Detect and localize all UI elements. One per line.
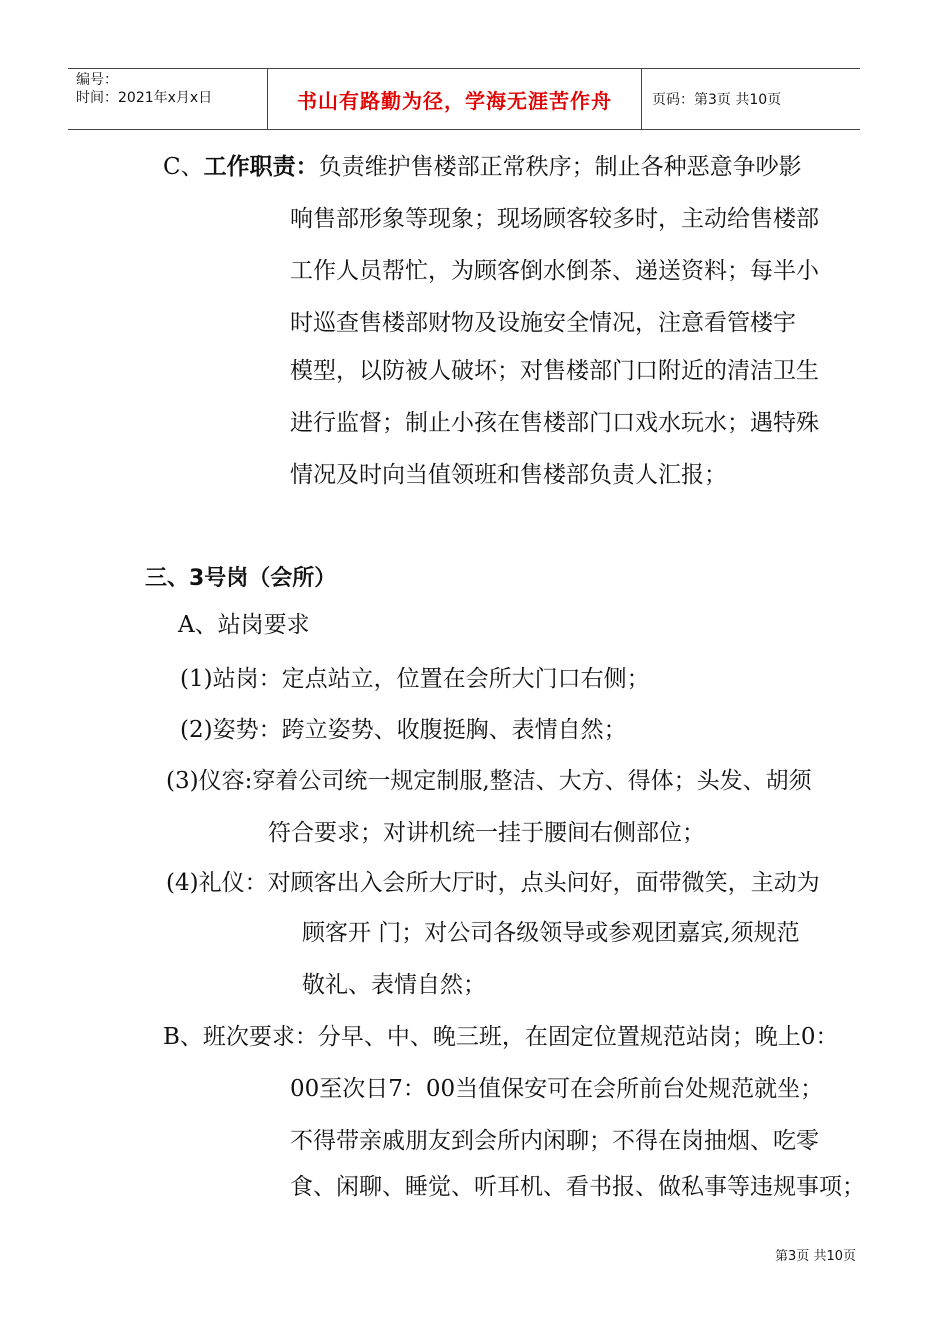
c-line-3: 工作人员帮忙，为顾客倒水倒茶、递送资料；每半小 [290, 258, 819, 284]
c-line-1 [163, 152, 802, 182]
header-motto-cell [268, 69, 642, 129]
section-3-heading: 三、3号岗（会所） [145, 566, 337, 591]
b-line-2: 00至次日7：00当值保安可在会所前台处规范就坐； [290, 1076, 824, 1102]
a-item-3-line-1: (3)仪容:穿着公司统一规定制服,整洁、大方、得体；头发、胡须 [166, 768, 812, 794]
page-label: 页码：第3页 共10页 [652, 92, 782, 108]
a-item-4-line-2: 顾客开 门；对公司各级领导或参观团嘉宾,须规范 [302, 920, 800, 946]
time-label: 时间：2021年x月x日 [76, 90, 213, 106]
footer-page-number: 第3页 共10页 [775, 1249, 856, 1264]
a-item-2: (2)姿势：跨立姿势、收腹挺胸、表情自然； [180, 717, 627, 743]
c-line-6: 进行监督；制止小孩在售楼部门口戏水玩水；遇特殊 [290, 410, 819, 436]
c-line-2: 响售部形象等现象；现场顾客较多时，主动给售楼部 [290, 206, 819, 232]
a-item-3-line-2: 符合要求；对讲机统一挂于腰间右侧部位； [268, 820, 705, 846]
number-label: 编号： [76, 72, 118, 88]
c-line-5: 模型，以防被人破坏；对售楼部门口附近的清洁卫生 [290, 358, 819, 384]
c-line-7: 情况及时向当值领班和售楼部负责人汇报； [290, 462, 727, 488]
header-meta [68, 69, 268, 129]
a-item-4-line-3: 敬礼、表情自然； [302, 972, 486, 998]
b-line-3: 不得带亲戚朋友到会所内闲聊；不得在岗抽烟、吃零 [290, 1128, 819, 1154]
a-title: A、站岗要求 [178, 612, 310, 638]
c-text-1: 负责维护售楼部正常秩序；制止各种恶意争吵影 [318, 154, 802, 180]
page-header [68, 68, 860, 130]
motto: 书山有路勤为径，学海无涯苦作舟 [297, 88, 612, 113]
c-line-4: 时巡查售楼部财物及设施安全情况，注意看管楼宇 [290, 310, 796, 336]
a-item-1: (1)站岗：定点站立，位置在会所大门口右侧； [180, 666, 650, 692]
a-item-4-line-1: (4)礼仪：对顾客出入会所大厅时，点头问好，面带微笑，主动为 [166, 870, 820, 896]
b-line-1: B、班次要求：分早、中、晚三班，在固定位置规范站岗；晚上0： [163, 1024, 839, 1050]
c-prefix: C、 [163, 154, 204, 180]
b-line-4: 食、闲聊、睡觉、听耳机、看书报、做私事等违规事项； [290, 1174, 865, 1200]
c-title: 工作职责： [203, 153, 319, 180]
